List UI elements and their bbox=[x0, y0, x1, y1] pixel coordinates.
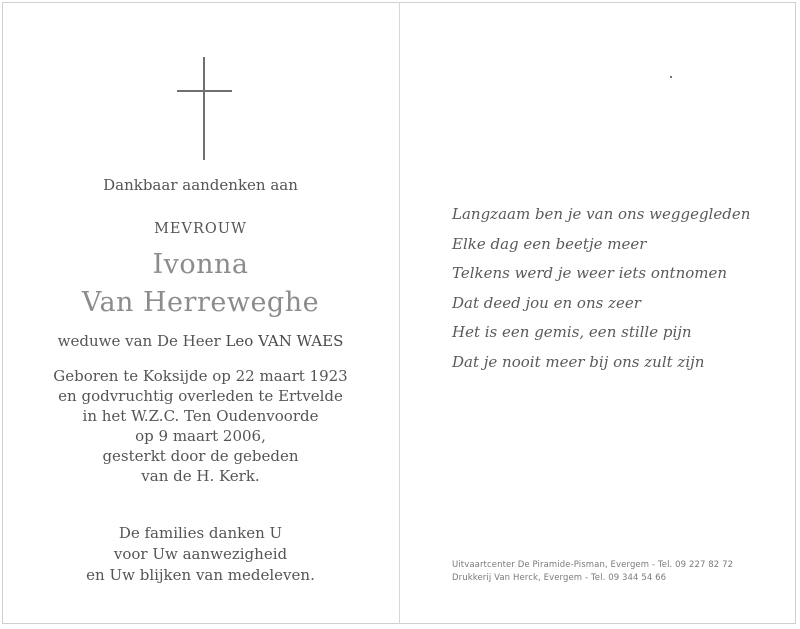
left-panel bbox=[2, 2, 399, 622]
biography bbox=[2, 366, 399, 486]
thanks-line: voor Uw aanwezigheid bbox=[113, 545, 288, 563]
credit-line: Uitvaartcenter De Piramide-Pisman, Evergem - Tel. 09 227 82 72 bbox=[452, 560, 734, 570]
thanks-message bbox=[2, 523, 399, 586]
bio-line: gesterkt door de gebeden bbox=[102, 447, 299, 465]
bio-line: op 9 maart 2006, bbox=[135, 427, 266, 445]
poem bbox=[452, 200, 750, 377]
print-speck bbox=[670, 76, 672, 78]
deceased-last-name: Van Herreweghe bbox=[81, 287, 320, 318]
poem-line: Langzaam ben je van ons weggegleden bbox=[452, 205, 751, 223]
remembrance-text: Dankbaar aandenken aan bbox=[103, 176, 298, 194]
thanks-line: en Uw blijken van medeleven. bbox=[86, 566, 315, 584]
right-panel bbox=[400, 2, 796, 622]
bio-line: en godvruchtig overleden te Ertvelde bbox=[58, 387, 343, 405]
honorific: MEVROUW bbox=[154, 221, 247, 237]
poem-line: Dat je nooit meer bij ons zult zijn bbox=[452, 352, 705, 371]
thanks-line: De families danken U bbox=[118, 524, 283, 542]
credit-line: Drukkerij Van Herck, Evergem - Tel. 09 344 54 66 bbox=[452, 573, 667, 583]
printer-credits bbox=[452, 559, 733, 585]
widow-line bbox=[2, 332, 399, 350]
cross-icon bbox=[177, 57, 232, 162]
widow-prefix: weduwe van De Heer bbox=[57, 332, 221, 350]
poem-line: Dat deed jou en ons zeer bbox=[452, 293, 641, 312]
bio-line: Geboren te Koksijde op 22 maart 1923 bbox=[53, 367, 348, 385]
bio-line: van de H. Kerk. bbox=[141, 467, 260, 485]
spouse-name: Leo VAN WAES bbox=[225, 332, 344, 350]
poem-line: Telkens werd je weer iets ontnomen bbox=[452, 264, 728, 282]
bio-line: in het W.Z.C. Ten Oudenvoorde bbox=[82, 407, 319, 425]
poem-line: Het is een gemis, een stille pijn bbox=[452, 323, 692, 341]
poem-line: Elke dag een beetje meer bbox=[452, 234, 647, 253]
deceased-first-name: Ivonna bbox=[152, 249, 249, 280]
